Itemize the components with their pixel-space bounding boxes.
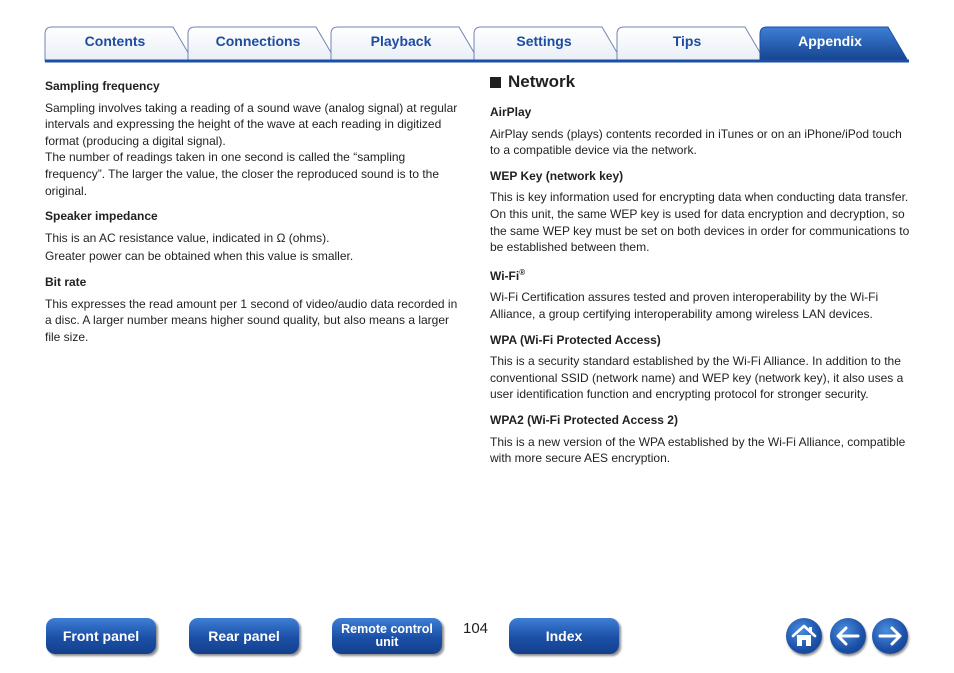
remote-label-line1: Remote control xyxy=(341,622,433,636)
wifi-title: Wi-Fi xyxy=(490,268,520,283)
tab-tips[interactable]: Tips xyxy=(672,33,702,49)
tab-bar xyxy=(0,0,954,64)
tab-playback[interactable]: Playback xyxy=(370,33,432,49)
term-speaker-impedance: Speaker impedance xyxy=(45,209,158,224)
tab-contents[interactable]: Contents xyxy=(84,33,146,49)
term-wpa: WPA (Wi-Fi Protected Access) xyxy=(490,332,661,347)
airplay-paragraph: AirPlay sends (plays) contents recorded in iTunes or on an iPhone/iPod touch to a compatible device via the network. xyxy=(490,126,902,158)
wifi-paragraph: Wi-Fi Certification assures tested and proven interoperability by the Wi-Fi Alliance, a group certifying interoperability among wireless LAN devices. xyxy=(490,290,879,321)
front-panel-button[interactable]: Front panel xyxy=(46,618,156,654)
page-number: 104 xyxy=(463,620,489,637)
tab-appendix[interactable]: Appendix xyxy=(798,33,862,49)
term-airplay: AirPlay xyxy=(490,105,532,119)
term-bit-rate: Bit rate xyxy=(45,274,87,289)
home-icon xyxy=(786,618,822,654)
sampling-paragraph-1: Sampling involves taking a reading of a sound wave (analog signal) at regular intervals and expressing the height of the wave at each reading in digitized format (producing a digital signal). xyxy=(45,100,458,148)
impedance-paragraph-2: Greater power can be obtained when this value is smaller. xyxy=(45,249,354,264)
arrow-left-icon xyxy=(830,618,866,654)
wpa2-paragraph: This is a new version of the WPA established by the Wi-Fi Alliance, compatible with more secure AES encryption. xyxy=(490,434,906,466)
registered-mark: ® xyxy=(519,267,526,277)
wpa-paragraph: This is a security standard established by the Wi-Fi Alliance. In addition to the conventional SSID (network name) and WEP key (network key), it also uses a user identification function and encrypting protocol for stronger security. xyxy=(490,354,904,402)
section-heading-network xyxy=(490,72,910,92)
section-title: Network xyxy=(508,72,576,91)
forward-button[interactable] xyxy=(872,618,908,654)
index-button[interactable]: Index xyxy=(509,618,619,654)
home-button[interactable] xyxy=(786,618,822,654)
rear-panel-button[interactable]: Rear panel xyxy=(189,618,299,654)
term-wifi xyxy=(490,265,910,285)
impedance-paragraph-1: This is an AC resistance value, indicated in Ω (ohms). xyxy=(45,230,330,245)
back-button[interactable] xyxy=(830,618,866,654)
right-column xyxy=(490,72,910,467)
tab-connections[interactable]: Connections xyxy=(215,33,301,49)
tab-bar-shapes xyxy=(0,0,954,64)
bitrate-paragraph-1: This expresses the read amount per 1 second of video/audio data recorded in a disc. A larger number means higher sound quality, but also means a larger file size. xyxy=(45,296,458,344)
arrow-right-icon xyxy=(872,618,908,654)
tab-settings[interactable]: Settings xyxy=(516,33,572,49)
remote-label-line2: unit xyxy=(375,635,399,649)
sampling-paragraph-2: The number of readings taken in one second is called the “sampling frequency”. The larger the value, the closer the reproduced sound is to the original. xyxy=(45,150,440,198)
term-wep-key: WEP Key (network key) xyxy=(490,168,624,183)
term-sampling-frequency: Sampling frequency xyxy=(45,79,160,93)
square-bullet-icon xyxy=(490,77,501,88)
wep-paragraph: This is key information used for encrypting data when conducting data transfer. On this unit, the same WEP key is used for data encryption and decryption, so the same WEP key must be set on both devices in order for communications to be established between them. xyxy=(490,190,910,255)
left-column xyxy=(45,78,465,345)
term-wpa2: WPA2 (Wi-Fi Protected Access 2) xyxy=(490,412,678,427)
remote-control-unit-button[interactable] xyxy=(332,618,442,654)
